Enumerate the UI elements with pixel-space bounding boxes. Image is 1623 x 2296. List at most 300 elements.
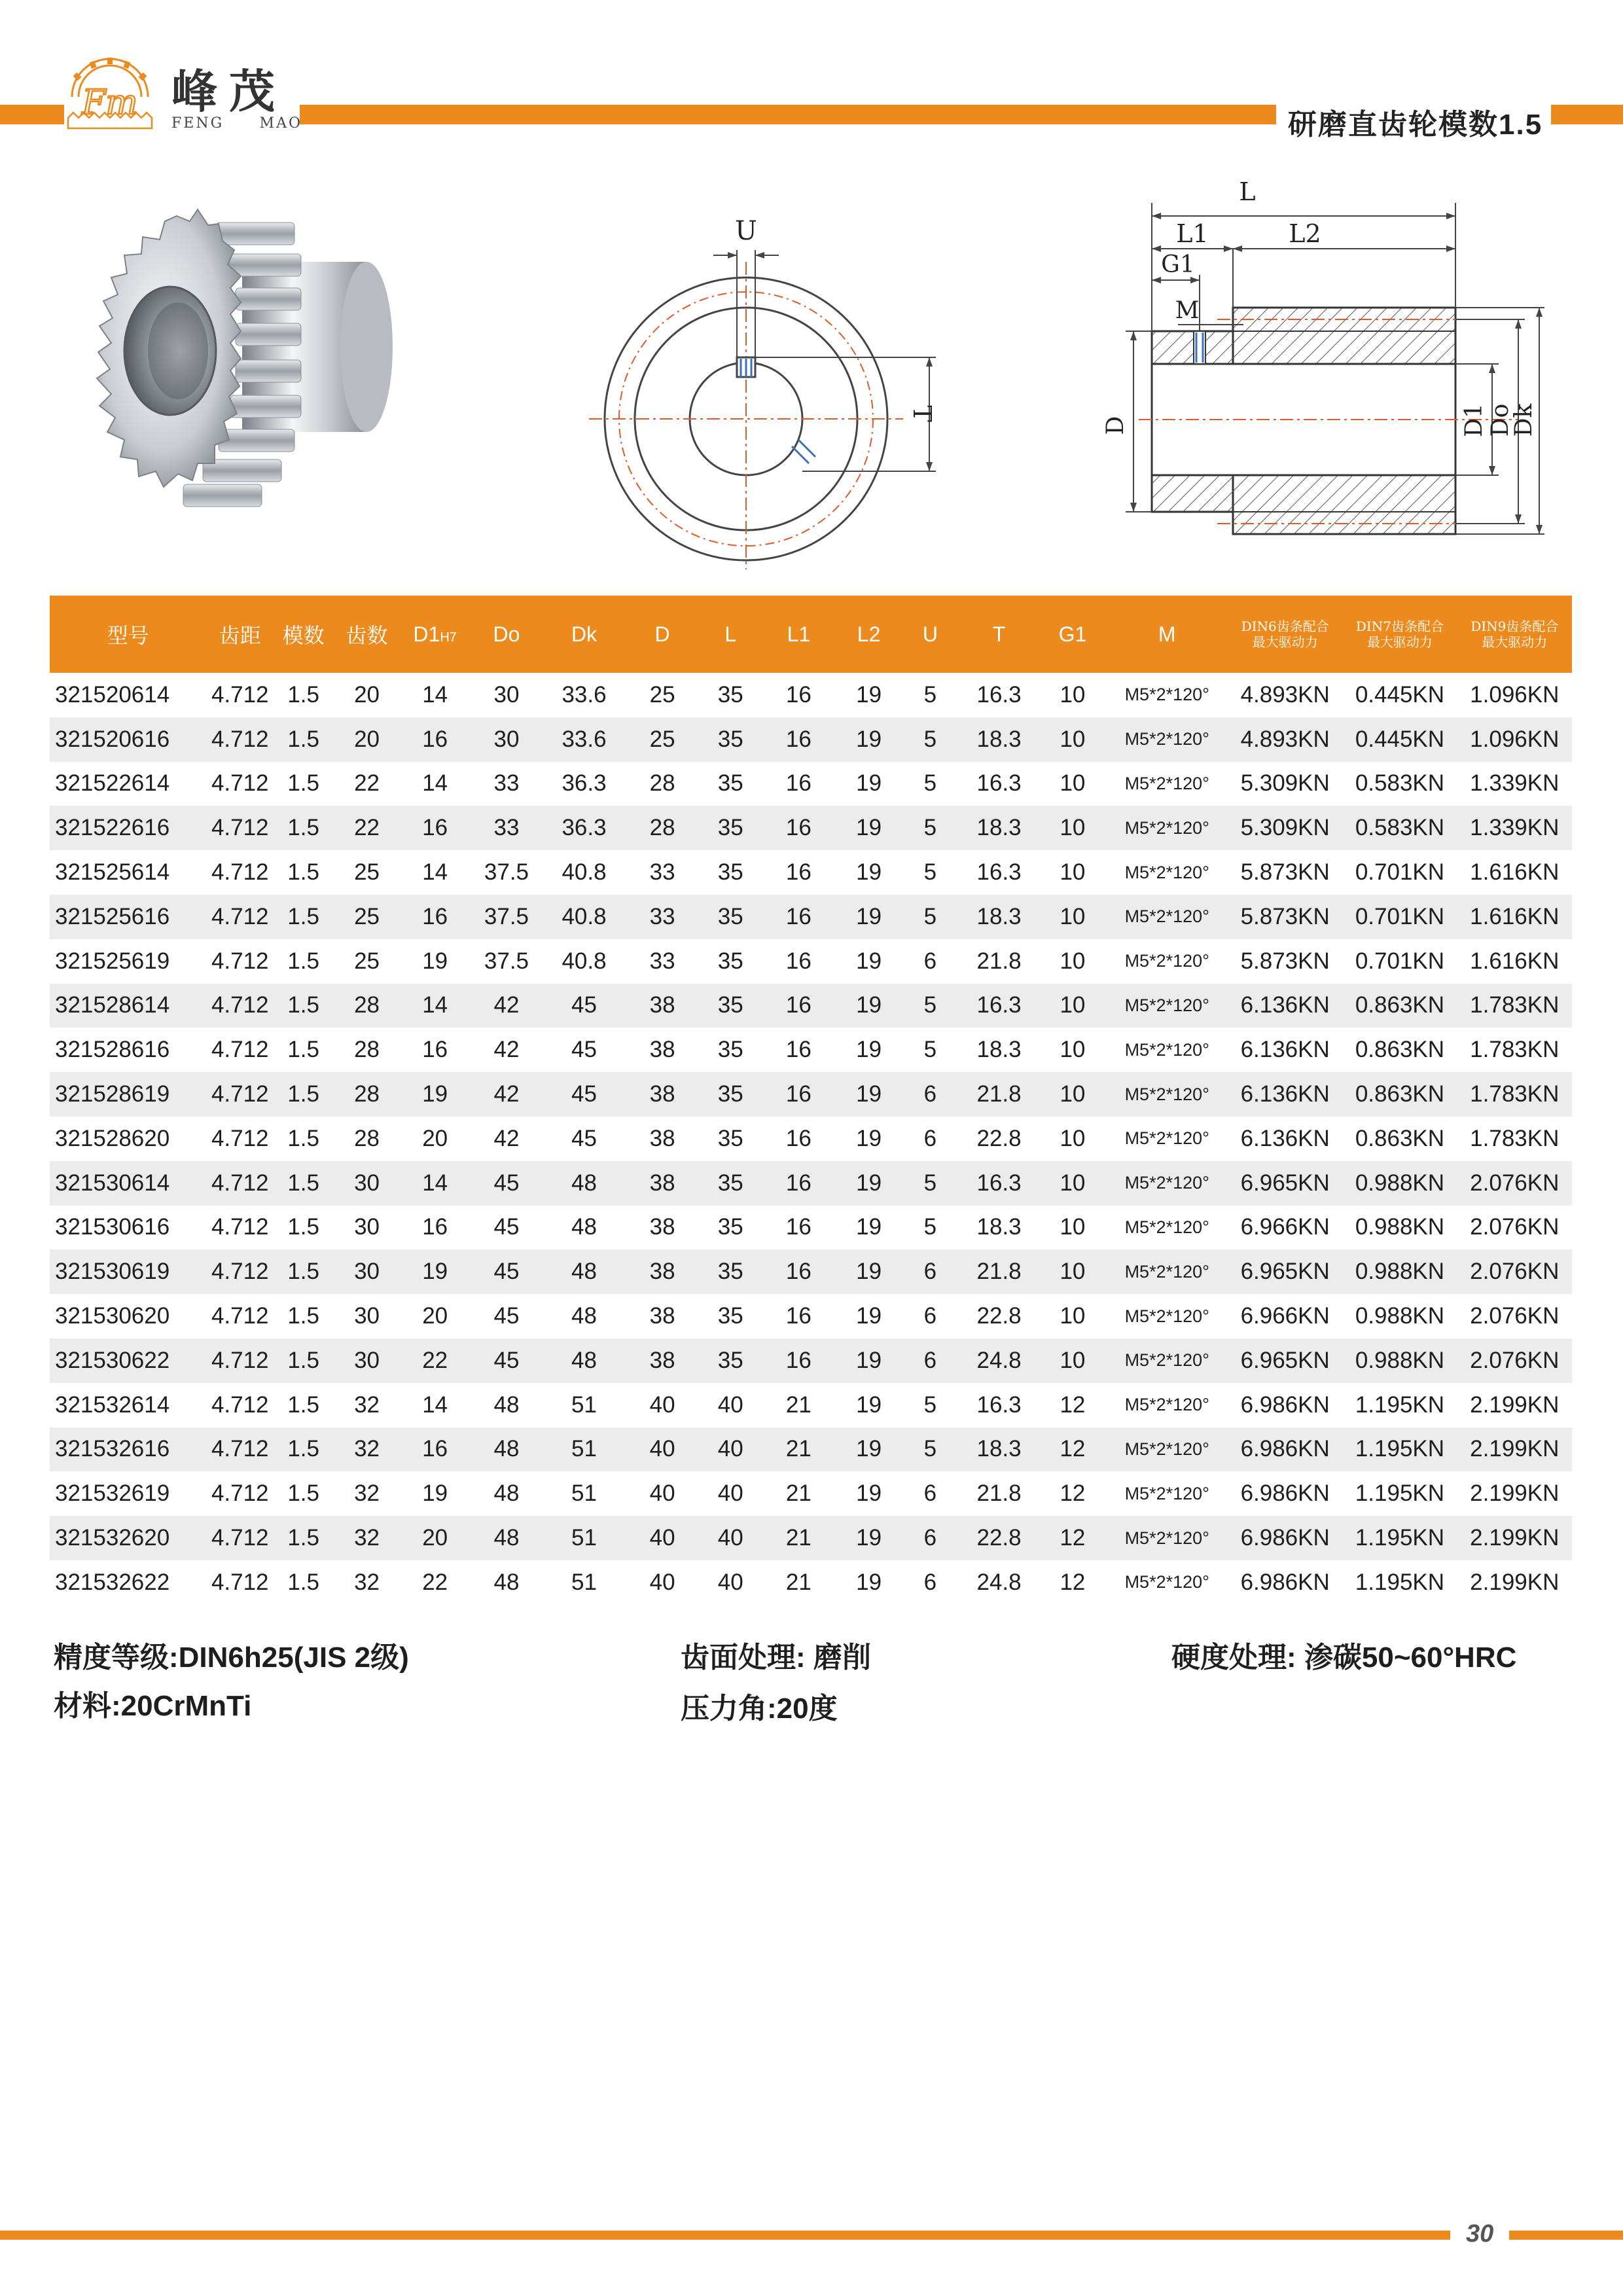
table-cell: M5*2*120° bbox=[1124, 1217, 1209, 1237]
table-cell: 28 bbox=[333, 1072, 401, 1117]
column-header-text: M bbox=[1158, 622, 1176, 646]
table-cell: 35 bbox=[717, 770, 743, 797]
table-cell: 14 bbox=[422, 1391, 448, 1418]
dimension-label-d1: D1 bbox=[1461, 403, 1488, 437]
table-cell: 16 bbox=[785, 948, 812, 974]
table-cell: 1.5 bbox=[287, 681, 319, 708]
table-cell: 19 bbox=[856, 1125, 882, 1151]
brand-en-word: FENG bbox=[171, 115, 224, 132]
table-cell: 36.3 bbox=[544, 806, 625, 850]
table-cell: 6.965KN bbox=[1228, 1161, 1342, 1206]
column-header-line: 最大驱动力 bbox=[1252, 634, 1318, 650]
table-cell: 24.8 bbox=[959, 1338, 1039, 1383]
table-cell: 38 bbox=[624, 1161, 700, 1206]
table-cell: 1.783KN bbox=[1470, 1037, 1560, 1063]
table-cell: 48 bbox=[493, 1391, 520, 1418]
table-cell: 28 bbox=[649, 770, 675, 797]
table-cell: 30 bbox=[333, 1161, 401, 1206]
table-cell: 10 bbox=[1060, 681, 1086, 708]
table-cell: 4.712 bbox=[206, 1338, 274, 1383]
table-cell: 19 bbox=[836, 1427, 901, 1472]
model-number-cell: 321532622 bbox=[55, 1569, 170, 1595]
table-cell: 1.5 bbox=[274, 1072, 333, 1117]
hardness-spec: 硬度处理: 渗碳50~60°HRC bbox=[1171, 1641, 1517, 1674]
table-cell: 30 bbox=[333, 1249, 401, 1294]
table-cell: 5 bbox=[923, 681, 937, 708]
column-header-text: L2 bbox=[857, 622, 881, 646]
table-cell: 25 bbox=[333, 895, 401, 939]
table-cell: 12 bbox=[1060, 1569, 1086, 1595]
table-cell: 4.712 bbox=[206, 1427, 274, 1472]
table-cell: 16 bbox=[761, 895, 836, 939]
table-cell: 10 bbox=[1039, 895, 1106, 939]
table-cell: 2.076KN bbox=[1457, 1249, 1572, 1294]
table-cell: 4.893KN bbox=[1240, 681, 1330, 708]
table-cell: 16.3 bbox=[976, 770, 1022, 797]
table-cell: 14 bbox=[422, 681, 448, 708]
table-row bbox=[50, 1161, 1572, 1206]
table-cell: 19 bbox=[836, 717, 901, 762]
column-header-line: DIN7齿条配合 bbox=[1355, 619, 1444, 634]
table-cell: 35 bbox=[717, 1037, 743, 1063]
table-row bbox=[50, 1383, 1572, 1427]
table-cell: 19 bbox=[836, 806, 901, 850]
table-cell: 48 bbox=[493, 1569, 520, 1595]
table-cell: 14 bbox=[401, 984, 469, 1028]
table-cell: 4.712 bbox=[211, 1214, 269, 1240]
table-cell: 48 bbox=[469, 1516, 543, 1560]
table-cell: 19 bbox=[856, 1480, 882, 1507]
table-cell: 4.893KN bbox=[1228, 717, 1342, 762]
table-cell: 40.8 bbox=[562, 948, 607, 974]
table-cell: 0.988KN bbox=[1342, 1161, 1457, 1206]
column-header-line: DIN9齿条配合 bbox=[1471, 619, 1559, 634]
table-cell: 16 bbox=[761, 1072, 836, 1117]
tooth-surface-spec: 齿面处理: 磨削 bbox=[681, 1641, 871, 1674]
table-cell: 0.863KN bbox=[1342, 1072, 1457, 1117]
table-cell: 32 bbox=[333, 1427, 401, 1472]
table-cell: 6.966KN bbox=[1240, 1214, 1330, 1240]
table-cell: 16.3 bbox=[976, 1391, 1022, 1418]
table-cell: 30 bbox=[333, 1338, 401, 1383]
table-cell: 25 bbox=[649, 681, 675, 708]
table-cell: 20 bbox=[401, 1516, 469, 1560]
table-row bbox=[50, 673, 1572, 717]
table-cell: 14 bbox=[422, 859, 448, 886]
table-cell: 5 bbox=[901, 1427, 959, 1472]
table-cell: 40.8 bbox=[562, 859, 607, 886]
table-cell: 38 bbox=[649, 1125, 675, 1151]
table-cell: 6 bbox=[923, 1303, 937, 1329]
table-cell: 35 bbox=[700, 984, 761, 1028]
table-cell: 6 bbox=[923, 948, 937, 974]
table-cell: 6.986KN bbox=[1240, 1391, 1330, 1418]
table-cell: M5*2*120° bbox=[1124, 1395, 1209, 1415]
table-cell: 12 bbox=[1060, 1391, 1086, 1418]
table-cell: 19 bbox=[856, 1214, 882, 1240]
table-cell: 10 bbox=[1060, 1303, 1086, 1329]
precision-spec: 精度等级:DIN6h25(JIS 2级) bbox=[54, 1641, 409, 1674]
table-cell: 1.5 bbox=[274, 1161, 333, 1206]
table-cell: 35 bbox=[700, 1338, 761, 1383]
table-row bbox=[50, 1338, 1572, 1383]
table-cell: 38 bbox=[624, 1072, 700, 1117]
table-cell: 40 bbox=[649, 1391, 675, 1418]
table-cell: 6.986KN bbox=[1240, 1480, 1330, 1507]
table-cell: M5*2*120° bbox=[1106, 1072, 1228, 1117]
column-header-text: D1 bbox=[413, 622, 440, 646]
table-cell: 2.076KN bbox=[1470, 1303, 1560, 1329]
table-cell: 16 bbox=[785, 770, 812, 797]
table-cell: 21 bbox=[785, 1480, 812, 1507]
table-cell: 1.096KN bbox=[1457, 717, 1572, 762]
table-cell: 19 bbox=[836, 895, 901, 939]
table-cell: 1.096KN bbox=[1470, 681, 1560, 708]
column-header-text: 型号 bbox=[107, 624, 149, 647]
table-cell: 19 bbox=[856, 1303, 882, 1329]
table-cell: 24.8 bbox=[976, 1569, 1022, 1595]
table-cell: M5*2*120° bbox=[1106, 895, 1228, 939]
table-cell: 1.195KN bbox=[1342, 1516, 1457, 1560]
model-number-cell: 321532619 bbox=[55, 1480, 170, 1507]
table-cell: 6.966KN bbox=[1240, 1303, 1330, 1329]
table-cell: 48 bbox=[571, 1303, 597, 1329]
table-cell: 22 bbox=[354, 770, 380, 797]
table-cell: 6 bbox=[901, 1072, 959, 1117]
model-number-cell: 321525619 bbox=[55, 948, 170, 974]
side-view-drawing bbox=[1073, 177, 1544, 569]
table-cell: 38 bbox=[624, 1249, 700, 1294]
table-cell: 19 bbox=[401, 1249, 469, 1294]
table-cell: 45 bbox=[544, 984, 625, 1028]
table-cell: 19 bbox=[401, 1072, 469, 1117]
table-cell: 19 bbox=[422, 948, 448, 974]
table-cell: 5 bbox=[901, 717, 959, 762]
table-cell: 16 bbox=[761, 806, 836, 850]
table-cell: 35 bbox=[717, 1303, 743, 1329]
table-cell: 40.8 bbox=[544, 895, 625, 939]
table-cell: 6 bbox=[901, 1516, 959, 1560]
table-cell: 5 bbox=[923, 859, 937, 886]
table-cell: 35 bbox=[700, 1072, 761, 1117]
model-number-cell: 321530614 bbox=[50, 1161, 206, 1206]
table-cell: 0.863KN bbox=[1342, 984, 1457, 1028]
table-cell: 1.5 bbox=[274, 1249, 333, 1294]
table-header-row bbox=[50, 596, 1572, 673]
model-number-cell: 321530622 bbox=[50, 1338, 206, 1383]
table-row bbox=[50, 939, 1572, 984]
table-cell: 4.712 bbox=[206, 1161, 274, 1206]
table-cell: 1.5 bbox=[287, 1214, 319, 1240]
column-header-text: D bbox=[654, 622, 670, 646]
table-cell: 0.988KN bbox=[1355, 1303, 1445, 1329]
table-cell: 6.965KN bbox=[1228, 1249, 1342, 1294]
table-cell: 16 bbox=[761, 1249, 836, 1294]
table-cell: 20 bbox=[422, 1125, 448, 1151]
table-cell: 45 bbox=[544, 1072, 625, 1117]
table-cell: 0.701KN bbox=[1355, 948, 1445, 974]
table-cell: 48 bbox=[544, 1338, 625, 1383]
table-cell: 35 bbox=[700, 1249, 761, 1294]
dimension-label-l1: L1 bbox=[1176, 219, 1209, 248]
table-cell: 12 bbox=[1039, 1516, 1106, 1560]
table-cell: M5*2*120° bbox=[1106, 1338, 1228, 1383]
logo-letters: Fm bbox=[82, 83, 138, 122]
table-cell: 5 bbox=[901, 984, 959, 1028]
table-cell: M5*2*120° bbox=[1106, 1249, 1228, 1294]
table-cell: 20 bbox=[422, 1303, 448, 1329]
model-number-cell: 321528619 bbox=[50, 1072, 206, 1117]
table-row bbox=[50, 1427, 1572, 1472]
table-row bbox=[50, 895, 1572, 939]
column-header bbox=[50, 596, 206, 673]
table-cell: 1.5 bbox=[274, 1516, 333, 1560]
table-cell: 0.583KN bbox=[1355, 770, 1445, 797]
table-cell: 40 bbox=[649, 1480, 675, 1507]
table-cell: 40 bbox=[717, 1391, 743, 1418]
table-row bbox=[50, 806, 1572, 850]
table-cell: 40 bbox=[700, 1516, 761, 1560]
table-cell: 1.339KN bbox=[1470, 770, 1560, 797]
table-cell: 1.5 bbox=[274, 984, 333, 1028]
table-cell: 28 bbox=[624, 806, 700, 850]
table-cell: 5.873KN bbox=[1228, 895, 1342, 939]
table-cell: 5 bbox=[923, 770, 937, 797]
table-cell: 0.701KN bbox=[1342, 895, 1457, 939]
table-cell: 6 bbox=[923, 1125, 937, 1151]
table-cell: 19 bbox=[836, 1516, 901, 1560]
table-cell: 35 bbox=[700, 1161, 761, 1206]
table-cell: 1.195KN bbox=[1342, 1427, 1457, 1472]
table-cell: 38 bbox=[649, 1037, 675, 1063]
table-cell: 30 bbox=[354, 1303, 380, 1329]
table-cell: 38 bbox=[649, 1303, 675, 1329]
dimension-label-dk: Dk bbox=[1510, 403, 1537, 437]
table-cell: 40 bbox=[649, 1569, 675, 1595]
table-row bbox=[50, 1294, 1572, 1338]
table-cell: M5*2*120° bbox=[1124, 685, 1209, 705]
table-cell: 19 bbox=[836, 1338, 901, 1383]
pressure-angle-spec: 压力角:20度 bbox=[681, 1693, 838, 1725]
table-cell: 36.3 bbox=[562, 770, 607, 797]
table-cell: 10 bbox=[1060, 1214, 1086, 1240]
dimension-label-t: T bbox=[908, 405, 936, 422]
model-number-cell: 321525614 bbox=[55, 859, 170, 886]
column-header bbox=[333, 596, 401, 673]
footer-bar bbox=[0, 2231, 1623, 2240]
table-row bbox=[50, 762, 1572, 806]
column-header-text: 模数 bbox=[282, 624, 325, 647]
table-cell: 1.783KN bbox=[1470, 1125, 1560, 1151]
table-cell: 0.988KN bbox=[1342, 1338, 1457, 1383]
model-number-cell: 321530620 bbox=[55, 1303, 170, 1329]
table-cell: 45 bbox=[493, 1214, 520, 1240]
table-cell: 1.616KN bbox=[1470, 859, 1560, 886]
table-cell: 18.3 bbox=[959, 806, 1039, 850]
table-cell: 51 bbox=[544, 1516, 625, 1560]
column-header bbox=[1342, 596, 1457, 673]
table-cell: 21 bbox=[785, 1569, 812, 1595]
table-cell: 1.5 bbox=[274, 717, 333, 762]
table-cell: 45 bbox=[469, 1338, 543, 1383]
table-cell: 2.199KN bbox=[1470, 1569, 1560, 1595]
table-cell: 38 bbox=[649, 1214, 675, 1240]
table-cell: 22 bbox=[333, 806, 401, 850]
table-cell: 1.5 bbox=[274, 895, 333, 939]
table-cell: M5*2*120° bbox=[1124, 1306, 1209, 1326]
table-cell: 19 bbox=[836, 1161, 901, 1206]
table-cell: 42 bbox=[493, 1125, 520, 1151]
table-cell: 6 bbox=[923, 1480, 937, 1507]
table-cell: M5*2*120° bbox=[1124, 1039, 1209, 1060]
table-cell: 4.712 bbox=[211, 1037, 269, 1063]
table-cell: 16 bbox=[761, 1161, 836, 1206]
table-cell: 4.712 bbox=[206, 1072, 274, 1117]
table-cell: 16 bbox=[761, 717, 836, 762]
table-cell: 10 bbox=[1039, 1161, 1106, 1206]
table-cell: 25 bbox=[354, 859, 380, 886]
table-cell: M5*2*120° bbox=[1124, 951, 1209, 971]
table-cell: 5 bbox=[923, 1214, 937, 1240]
brand-en-word: MAO bbox=[259, 115, 302, 132]
table-cell: 21.8 bbox=[976, 948, 1022, 974]
table-cell: 6.986KN bbox=[1228, 1516, 1342, 1560]
table-cell: 38 bbox=[624, 1338, 700, 1383]
dimension-label-g1: G1 bbox=[1161, 251, 1195, 278]
table-cell: M5*2*120° bbox=[1106, 1427, 1228, 1472]
table-cell: 10 bbox=[1060, 1125, 1086, 1151]
header-bar-tail bbox=[1551, 105, 1623, 124]
table-cell: 19 bbox=[422, 1480, 448, 1507]
table-cell: 1.5 bbox=[287, 859, 319, 886]
table-cell: 10 bbox=[1060, 770, 1086, 797]
dimension-label-m: M bbox=[1175, 297, 1200, 324]
table-cell: 37.5 bbox=[484, 948, 529, 974]
table-cell: 0.988KN bbox=[1342, 1249, 1457, 1294]
table-cell: 5.309KN bbox=[1228, 806, 1342, 850]
model-number-cell: 321528620 bbox=[55, 1125, 170, 1151]
table-cell: 6.136KN bbox=[1228, 984, 1342, 1028]
table-cell: 25 bbox=[354, 948, 380, 974]
table-cell: 2.199KN bbox=[1457, 1516, 1572, 1560]
table-cell: 16.3 bbox=[959, 1161, 1039, 1206]
column-header bbox=[624, 596, 700, 673]
column-header-text: 齿数 bbox=[346, 624, 388, 647]
table-cell: 4.712 bbox=[206, 806, 274, 850]
table-cell: 5.309KN bbox=[1240, 770, 1330, 797]
table-cell: 16.3 bbox=[976, 681, 1022, 708]
table-cell: 35 bbox=[717, 1214, 743, 1240]
table-cell: 1.5 bbox=[274, 1427, 333, 1472]
table-cell: 6 bbox=[901, 1249, 959, 1294]
model-number-cell: 321522614 bbox=[55, 770, 170, 797]
table-cell: 51 bbox=[571, 1569, 597, 1595]
table-cell: 16 bbox=[401, 895, 469, 939]
column-header bbox=[1457, 596, 1572, 673]
table-row bbox=[50, 1471, 1572, 1516]
table-cell: 28 bbox=[354, 1125, 380, 1151]
table-cell: 18.3 bbox=[976, 1214, 1022, 1240]
table-cell: 16 bbox=[422, 1214, 448, 1240]
table-cell: 0.445KN bbox=[1355, 681, 1445, 708]
table-cell: 45 bbox=[493, 1303, 520, 1329]
table-cell: 6.986KN bbox=[1228, 1427, 1342, 1472]
table-cell: 10 bbox=[1039, 1072, 1106, 1117]
column-header-text: L bbox=[724, 622, 737, 646]
table-cell: 48 bbox=[571, 1214, 597, 1240]
table-cell: 0.863KN bbox=[1355, 1125, 1445, 1151]
model-number-cell: 321528614 bbox=[50, 984, 206, 1028]
table-cell: 4.712 bbox=[206, 1249, 274, 1294]
table-cell: 35 bbox=[700, 895, 761, 939]
table-cell: 6.136KN bbox=[1228, 1072, 1342, 1117]
table-cell: 45 bbox=[571, 1037, 597, 1063]
table-cell: 40 bbox=[624, 1427, 700, 1472]
table-cell: 2.076KN bbox=[1457, 1161, 1572, 1206]
table-cell: 48 bbox=[469, 1427, 543, 1472]
table-cell: 40 bbox=[700, 1427, 761, 1472]
table-cell: 10 bbox=[1060, 948, 1086, 974]
table-cell: 10 bbox=[1039, 717, 1106, 762]
table-cell: 51 bbox=[571, 1391, 597, 1418]
table-cell: 4.712 bbox=[211, 1391, 269, 1418]
column-header-text: L1 bbox=[787, 622, 811, 646]
column-header-line: 最大驱动力 bbox=[1366, 634, 1433, 650]
table-cell: 1.5 bbox=[287, 948, 319, 974]
table-cell: 4.712 bbox=[206, 717, 274, 762]
table-cell: 30 bbox=[493, 681, 520, 708]
column-header bbox=[836, 596, 901, 673]
table-cell: 4.712 bbox=[206, 895, 274, 939]
table-cell: 38 bbox=[624, 984, 700, 1028]
table-cell: 0.988KN bbox=[1355, 1214, 1445, 1240]
table-cell: 14 bbox=[401, 1161, 469, 1206]
column-header-text: Do bbox=[493, 622, 520, 646]
model-number-cell: 321532614 bbox=[55, 1391, 170, 1418]
table-cell: 37.5 bbox=[484, 859, 529, 886]
table-cell: 6.136KN bbox=[1240, 1125, 1330, 1151]
table-cell: 16 bbox=[401, 1427, 469, 1472]
table-cell: 45 bbox=[571, 1125, 597, 1151]
table-cell: 2.199KN bbox=[1470, 1391, 1560, 1418]
table-cell: 42 bbox=[493, 1037, 520, 1063]
table-cell: 22.8 bbox=[976, 1125, 1022, 1151]
column-header-line: DIN6齿条配合 bbox=[1241, 619, 1329, 634]
table-cell: 42 bbox=[469, 1072, 543, 1117]
table-cell: 1.339KN bbox=[1457, 806, 1572, 850]
table-cell: 45 bbox=[469, 1249, 543, 1294]
column-header bbox=[274, 596, 333, 673]
column-header bbox=[1228, 596, 1342, 673]
table-cell: 19 bbox=[856, 859, 882, 886]
table-cell: 5.873KN bbox=[1240, 948, 1330, 974]
dimension-label-l: L bbox=[1239, 177, 1256, 206]
table-cell: 5 bbox=[923, 1391, 937, 1418]
table-cell: 6 bbox=[923, 1569, 937, 1595]
table-cell: 35 bbox=[700, 717, 761, 762]
column-header-text: T bbox=[992, 622, 1006, 646]
table-cell: M5*2*120° bbox=[1124, 1483, 1209, 1503]
column-header-line: 最大驱动力 bbox=[1482, 634, 1548, 650]
table-cell: 40 bbox=[624, 1516, 700, 1560]
table-cell: M5*2*120° bbox=[1106, 717, 1228, 762]
table-cell: 4.712 bbox=[211, 1125, 269, 1151]
model-number-cell: 321522616 bbox=[50, 806, 206, 850]
table-cell: 33 bbox=[649, 859, 675, 886]
table-cell: 21 bbox=[785, 1391, 812, 1418]
model-number-cell: 321532620 bbox=[50, 1516, 206, 1560]
table-cell: 30 bbox=[469, 717, 543, 762]
